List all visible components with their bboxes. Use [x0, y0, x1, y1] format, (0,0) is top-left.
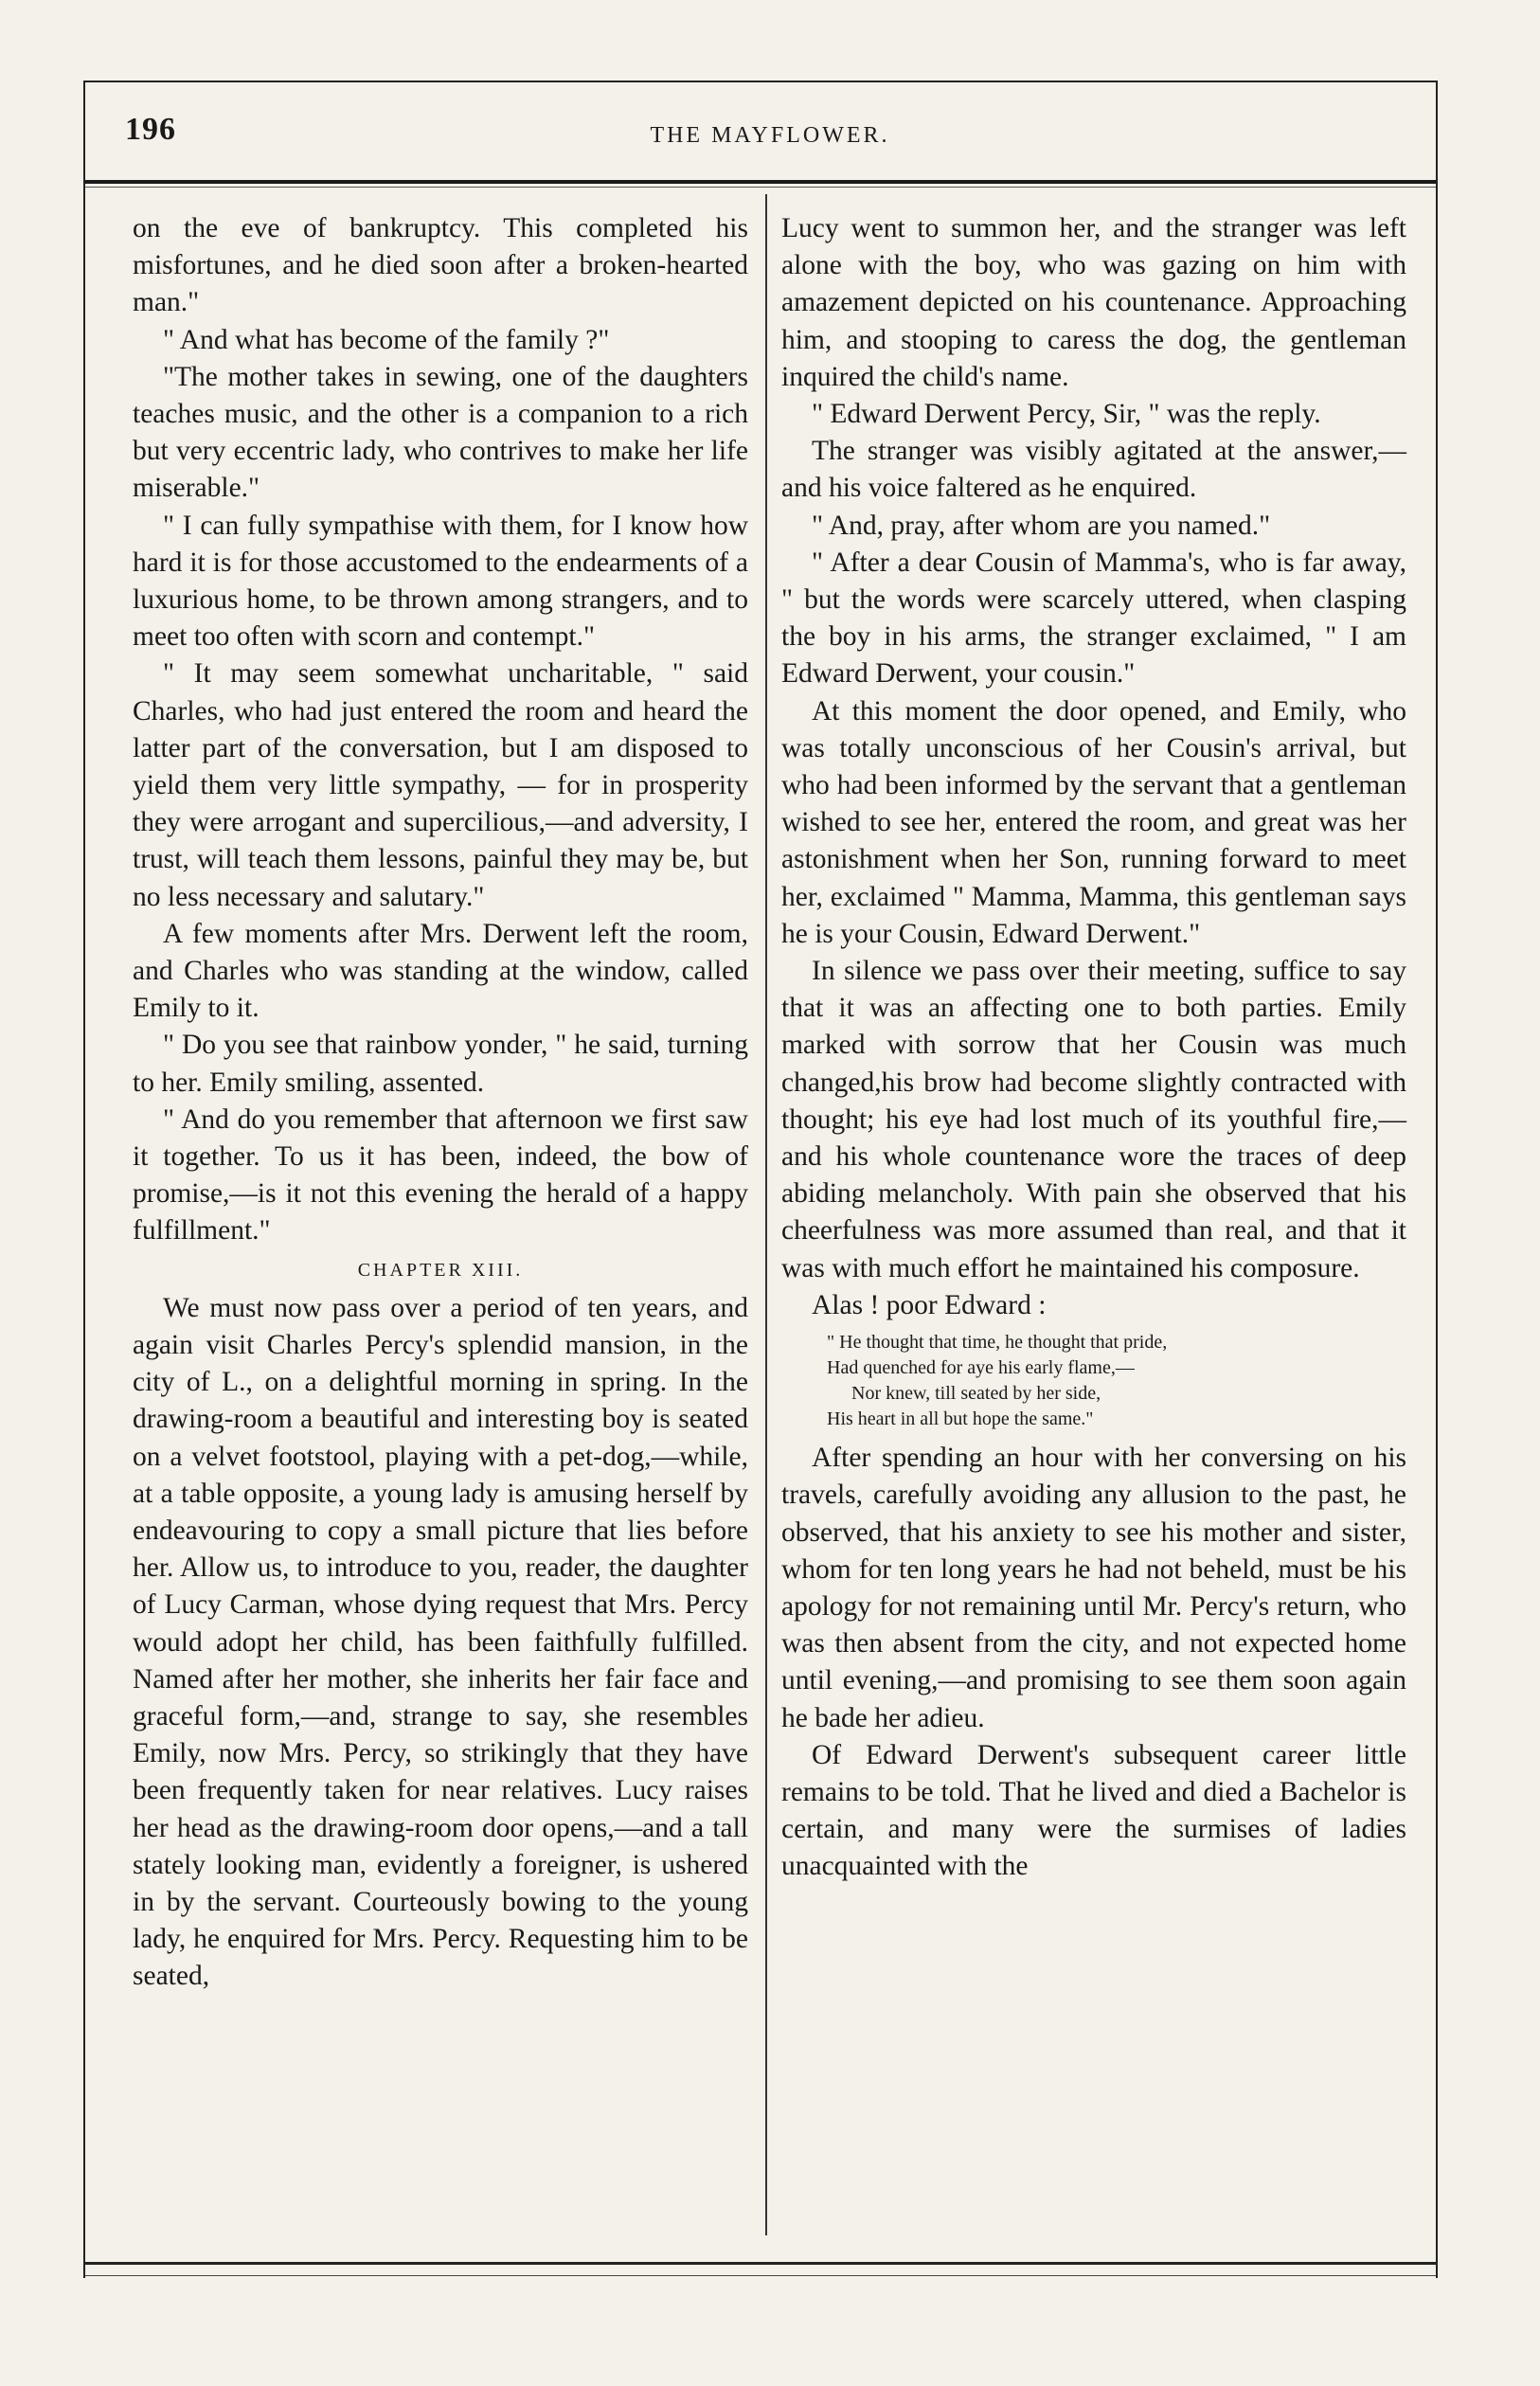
paragraph: " And, pray, after whom are you named."	[812, 510, 1271, 541]
paragraph: " After a dear Cousin of Mamma's, who is far away, " but the words were scarcely uttered, when clasping the boy in his arms, the stranger exclaimed, " I am Edward Derwent, your cousin."	[781, 547, 1406, 690]
paragraph: on the eve of bankruptcy. This completed his misfortunes, and he died soon after a broken-hearted man."	[133, 213, 748, 318]
paragraph: " And do you remember that afternoon we first saw it together. To us it has been, indeed, the bow of promise,—is it not this evening the herald of a happy fulfillment."	[133, 1103, 748, 1247]
paragraph: We must now pass over a period of ten years, and again visit Charles Percy's splendid mansion, in the city of L., on a delightful morning in spring. In the drawing-room a beautiful and interesting boy is seated on a velvet footstool, playing with a pet-dog,—while, at a table opposite, a young lady is amusing herself by endeavouring to copy a small picture that lies before her. Allow us, to introduce to you, reader, the daughter of Lucy Carman, whose dying request that Mrs. Percy would adopt her child, has been faithfully fulfilled. Named after her mother, she inherits her fair face and graceful form,—and, strange to say, she resembles Emily, now Mrs. Percy, so strikingly that they have been frequently taken for near relatives. Lucy raises her head as the drawing-room door opens,—and a tall stately looking man, evidently a foreigner, is ushered in by the servant. Courteously bowing to the young lady, he enquired for Mrs. Percy. Requesting him to be seated,	[133, 1292, 748, 1992]
paragraph: "The mother takes in sewing, one of the daughters teaches music, and the other is a companion to a rich but very eccentric lady, who contrives to make her life miserable."	[133, 361, 748, 504]
paragraph: In silence we pass over their meeting, suffice to say that it was an affecting one to both parties. Emily marked with sorrow that her Cousin was much changed,his brow had become slightly contracted with thought; his eye had lost much of its youthful fire,— and his whole countenance wore the traces of deep abiding melancholy. With pain she observed that his cheerfulness was more assumed than real, and that it was with much effort he maintained his composure.	[781, 956, 1406, 1283]
footer-rule	[85, 2262, 1436, 2265]
right-column	[781, 210, 1406, 1886]
poem-quote	[827, 1330, 1406, 1432]
column-divider	[765, 194, 767, 2235]
paragraph: " I can fully sympathise with them, for I know how hard it is for those accustomed to the endearments of a luxurious home, to be thrown among strangers, and to meet too often with scorn and contempt."	[133, 510, 748, 653]
poem-line: Had quenched for aye his early flame,—	[827, 1357, 1135, 1379]
paragraph: After spending an hour with her conversing on his travels, carefully avoiding any allusion to the past, he observed, that his anxiety to see his mother and sister, whom for ten long years he had not beheld, must be his apology for not remaining until Mr. Percy's return, who was then absent from the city, and not expected home until evening,—and promising to see them soon again he bade her adieu.	[781, 1443, 1406, 1733]
paragraph: Lucy went to summon her, and the stranger was left alone with the boy, who was gazing on him with amazement depicted on his countenance. Approaching him, and stooping to caress the dog, the gentleman inquired the child's name.	[781, 213, 1406, 392]
left-column	[133, 210, 748, 1996]
footer-rule-thin	[85, 2275, 1436, 2276]
header-rule-thin	[85, 187, 1436, 188]
running-title: THE MAYFLOWER.	[650, 123, 890, 148]
chapter-heading: CHAPTER XIII.	[357, 1259, 524, 1281]
header-rule	[85, 180, 1436, 184]
paragraph: The stranger was visibly agitated at the answer,—and his voice faltered as he enquired.	[781, 436, 1406, 504]
paragraph: " Edward Derwent Percy, Sir, " was the reply.	[812, 399, 1321, 430]
poem-line: Nor knew, till seated by her side,	[851, 1383, 1101, 1405]
paragraph: " And what has become of the family ?"	[163, 324, 610, 355]
poem-line: His heart in all but hope the same."	[827, 1408, 1094, 1430]
paragraph: " Do you see that rainbow yonder, " he said, turning to her. Emily smiling, assented.	[133, 1030, 748, 1098]
paragraph: Of Edward Derwent's subsequent career little remains to be told. That he lived and died a Bachelor is certain, and many were the surmises of ladies unacquainted with the	[781, 1739, 1406, 1882]
paragraph: " It may seem somewhat uncharitable, " said Charles, who had just entered the room and heard the latter part of the conversation, but I am disposed to yield them very little sympathy, — for in prosperity they were arrogant and supercilious,—and adversity, I trust, will teach them lessons, painful they may be, but no less necessary and salutary."	[133, 658, 748, 912]
page-number: 196	[125, 112, 176, 147]
paragraph: Alas ! poor Edward :	[812, 1289, 1047, 1320]
poem-line: " He thought that time, he thought that pride,	[827, 1332, 1168, 1354]
paragraph: A few moments after Mrs. Derwent left the room, and Charles who was standing at the window, called Emily to it.	[133, 918, 748, 1024]
paragraph: At this moment the door opened, and Emily, who was totally unconscious of her Cousin's arrival, but who had been informed by the servant that a gentleman wished to see her, entered the room, and great was her astonishment when her Son, running forward to meet her, exclaimed " Mamma, Mamma, this gentleman says he is your Cousin, Edward Derwent."	[781, 695, 1406, 949]
